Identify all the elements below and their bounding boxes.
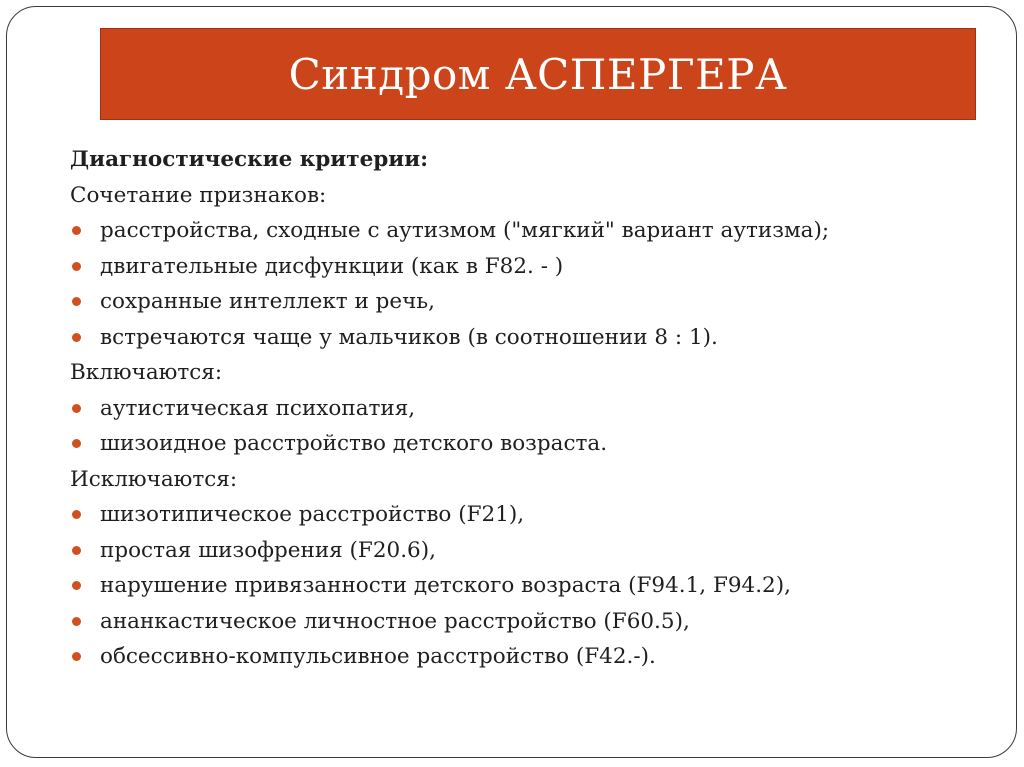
list-item bbox=[70, 497, 970, 533]
criteria-heading: Диагностические критерии: bbox=[70, 147, 429, 172]
list-item-text: двигательные дисфункции (как в F82. - ) bbox=[100, 253, 564, 279]
list-item bbox=[70, 391, 970, 427]
bullet-icon bbox=[72, 546, 81, 555]
list-item bbox=[70, 568, 970, 604]
list-item bbox=[70, 284, 970, 320]
list-item bbox=[70, 426, 970, 462]
section-label: Сочетание признаков: bbox=[70, 182, 327, 208]
list-item-text: шизоидное расстройство детского возраста. bbox=[100, 431, 608, 456]
list-item bbox=[70, 639, 970, 675]
bullet-icon bbox=[72, 652, 81, 661]
slide-title: Синдром АСПЕРГЕРА bbox=[288, 49, 788, 99]
bullet-icon bbox=[72, 617, 81, 626]
section-excluded bbox=[70, 462, 970, 675]
bullet-icon bbox=[72, 510, 81, 519]
bullet-icon bbox=[72, 581, 81, 590]
list-item-text: аутистическая психопатия, bbox=[100, 395, 416, 421]
list-item-text: обсессивно-компульсивное расстройство (F42.-). bbox=[100, 644, 656, 669]
list-item-text: сохранные интеллект и речь, bbox=[100, 289, 435, 314]
list-item bbox=[70, 213, 970, 249]
bullet-icon bbox=[72, 262, 81, 271]
list-item-text: шизотипическое расстройство (F21), bbox=[100, 502, 525, 527]
section-label: Включаются: bbox=[70, 360, 223, 385]
bullet-icon bbox=[72, 404, 81, 413]
slide-content bbox=[70, 142, 970, 675]
bullet-icon bbox=[72, 333, 81, 342]
bullet-icon bbox=[72, 439, 81, 448]
list-item bbox=[70, 249, 970, 285]
list-item-text: простая шизофрения (F20.6), bbox=[100, 537, 436, 563]
section-included bbox=[70, 355, 970, 462]
list-item-text: ананкастическое личностное расстройство (F60.5), bbox=[100, 608, 690, 634]
section-combination bbox=[70, 178, 970, 356]
list-item-text: встречаются чаще у мальчиков (в соотношении 8 : 1). bbox=[100, 324, 718, 350]
list-item bbox=[70, 604, 970, 640]
bullet-icon bbox=[72, 297, 81, 306]
bullet-icon bbox=[72, 226, 81, 235]
title-bar bbox=[100, 28, 976, 120]
list-item-text: расстройства, сходные с аутизмом ("мягкий" вариант аутизма); bbox=[100, 218, 830, 243]
list-item bbox=[70, 320, 970, 356]
list-item-text: нарушение привязанности детского возраста (F94.1, F94.2), bbox=[100, 573, 791, 598]
list-item bbox=[70, 533, 970, 569]
section-label: Исключаются: bbox=[70, 466, 238, 492]
